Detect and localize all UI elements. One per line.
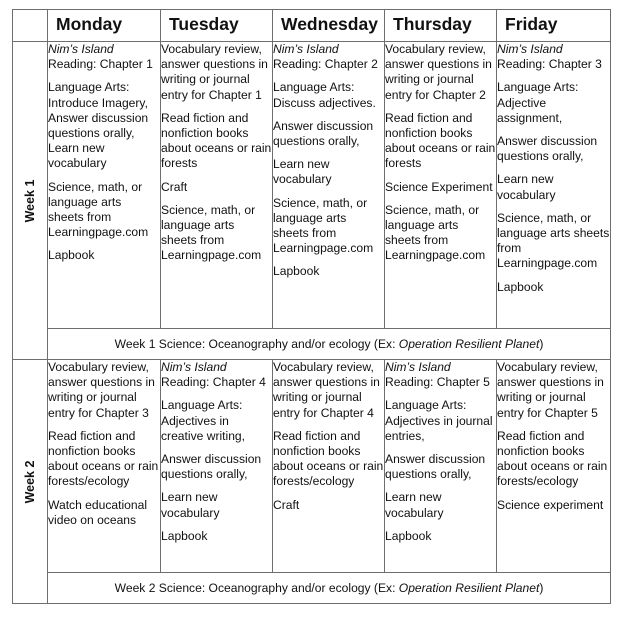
week-2-science-close: ): [539, 581, 544, 595]
activity-item: Reading: Chapter 4: [161, 375, 266, 390]
activity-item: Vocabulary review, answer questions in writing or journal entry for Chapter 4: [273, 360, 380, 420]
week-2-science-text: Week 2 Science: Oceanography and/or ecology (Ex:: [114, 581, 399, 595]
activity-item: Language Arts: Introduce Imagery, Answer discussion questions orally, Learn new vocabulary: [48, 80, 149, 171]
day-header-monday: Monday: [48, 10, 161, 42]
activity-item: Craft: [161, 179, 188, 194]
week-2-science-note: [48, 573, 611, 604]
week-2-wednesday-cell: [273, 360, 385, 573]
activity-item: Vocabulary review, answer questions in writing or journal entry for Chapter 1: [161, 42, 268, 102]
activity-item: Science Experiment: [385, 179, 493, 194]
activity-item: Vocabulary review, answer questions in writing or journal entry for Chapter 2: [385, 42, 492, 102]
activity-item: Learn new vocabulary: [385, 490, 444, 520]
activity-item: Learn new vocabulary: [497, 172, 556, 202]
activity-item: Read fiction and nonfiction books about oceans or rain forests: [385, 110, 496, 171]
week-1-tuesday-cell: [161, 42, 273, 329]
week-2-tuesday-cell: [161, 360, 273, 573]
activity-item: Answer discussion questions orally,: [497, 134, 598, 164]
book-title: Nim’s Island: [497, 42, 563, 56]
week-2-monday-cell: [48, 360, 161, 573]
week-2-label-cell: [13, 360, 48, 604]
book-title: Nim’s Island: [161, 360, 227, 374]
activity-item: Reading: Chapter 1: [48, 57, 153, 72]
activity-item: Reading: Chapter 2: [273, 57, 378, 72]
week-1-activities-row: [13, 42, 611, 329]
activity-item: Read fiction and nonfiction books about oceans or rain forests: [161, 110, 272, 171]
day-header-friday: Friday: [497, 10, 611, 42]
activity-item: Lapbook: [385, 528, 432, 543]
day-header-tuesday: Tuesday: [161, 10, 273, 42]
day-header-wednesday: Wednesday: [273, 10, 385, 42]
activity-item: Lapbook: [161, 528, 208, 543]
activity-item: Vocabulary review, answer questions in writing or journal entry for Chapter 3: [48, 360, 155, 420]
activity-item: Language Arts: Discuss adjectives.: [273, 80, 376, 110]
week-2-activities-row: [13, 360, 611, 573]
activity-item: Science, math, or language arts sheets from Learningpage.com: [273, 195, 374, 256]
activity-item: Lapbook: [48, 248, 95, 263]
activity-item: Lapbook: [273, 264, 320, 279]
lesson-plan-table: [12, 9, 611, 604]
activity-item: Watch educational video on oceans: [48, 497, 148, 527]
week-1-science-row: [13, 329, 611, 360]
week-1-wednesday-cell: [273, 42, 385, 329]
activity-item: Read fiction and nonfiction books about oceans or rain forests/ecology: [497, 428, 608, 489]
activity-item: Science, math, or language arts sheets from Learningpage.com: [48, 179, 149, 240]
activity-item: Language Arts: Adjectives in journal entries,: [385, 398, 493, 443]
activity-item: Answer discussion questions orally,: [273, 118, 374, 149]
week-1-science-text: Week 1 Science: Oceanography and/or ecology (Ex:: [114, 337, 399, 351]
week-1-thursday-cell: [385, 42, 497, 329]
week-1-label: Week 1: [23, 179, 37, 222]
activity-item: Reading: Chapter 3: [497, 57, 602, 72]
activity-item: Language Arts: Adjectives in creative writing,: [161, 398, 246, 443]
book-title: Nim’s Island: [385, 360, 451, 374]
book-title: Nim’s Island: [273, 42, 339, 56]
activity-item: Read fiction and nonfiction books about oceans or rain forests/ecology: [48, 428, 159, 489]
week-1-monday-cell: [48, 42, 161, 329]
activity-item: Science experiment: [497, 497, 604, 512]
week-2-thursday-cell: [385, 360, 497, 573]
activity-item: Read fiction and nonfiction books about oceans or rain forests/ecology: [273, 428, 384, 489]
activity-item: Learn new vocabulary: [273, 157, 332, 187]
week-1-science-close: ): [539, 337, 544, 351]
activity-item: Science, math, or language arts sheets from Learningpage.com: [385, 202, 486, 263]
day-header-row: [13, 10, 611, 42]
activity-item: Language Arts: Adjective assignment,: [497, 80, 579, 125]
activity-item: Craft: [273, 497, 300, 512]
book-title: Nim’s Island: [48, 42, 114, 56]
week-2-science-row: [13, 573, 611, 604]
activity-item: Science, math, or language arts sheets from Learningpage.com: [161, 202, 262, 263]
activity-item: Answer discussion questions orally,: [161, 452, 262, 482]
week-1-friday-cell: [497, 42, 611, 329]
activity-item: Reading: Chapter 5: [385, 375, 490, 390]
activity-item: Answer discussion questions orally,: [385, 452, 486, 482]
week-1-science-note: [48, 329, 611, 360]
activity-item: Vocabulary review, answer questions in writing or journal entry for Chapter 5: [497, 360, 604, 420]
day-header-thursday: Thursday: [385, 10, 497, 42]
activity-item: Learn new vocabulary: [161, 490, 220, 520]
corner-cell: [13, 10, 48, 42]
activity-item: Science, math, or language arts sheets from Learningpage.com: [497, 210, 610, 271]
week-2-label: Week 2: [23, 460, 37, 503]
week-2-science-program: Operation Resilient Planet: [398, 581, 540, 595]
activity-item: Lapbook: [497, 279, 544, 294]
week-1-label-cell: [13, 42, 48, 360]
week-2-friday-cell: [497, 360, 611, 573]
week-1-science-program: Operation Resilient Planet: [398, 337, 540, 351]
